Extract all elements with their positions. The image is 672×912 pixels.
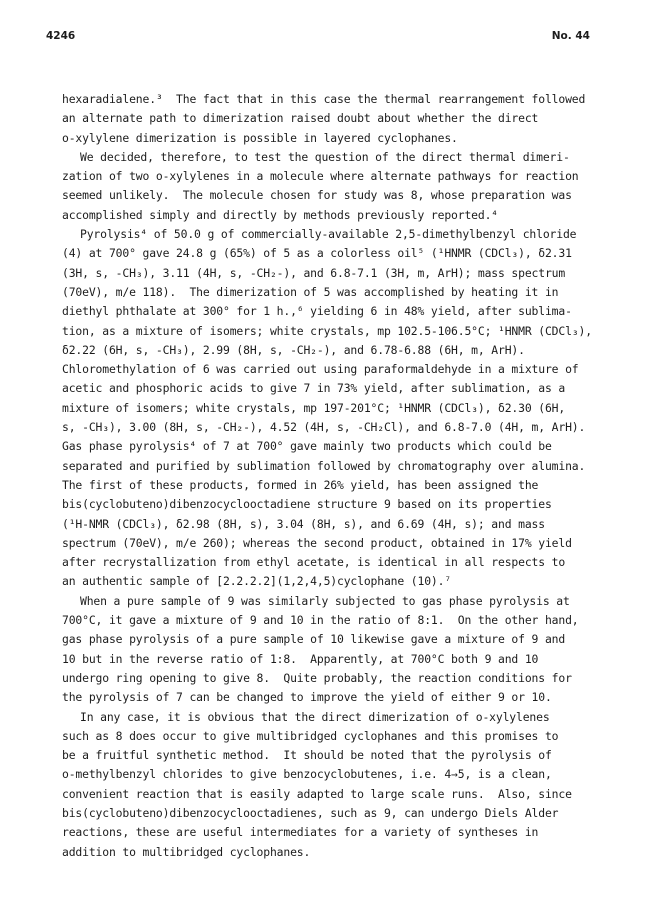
text-line: an alternate path to dimerization raised doubt about whether the direct <box>62 111 539 126</box>
text-line: s, -CH₃), 3.00 (8H, s, -CH₂-), 4.52 (4H, s, -CH₂Cl), and 6.8-7.0 (4H, m, ArH). <box>62 420 586 435</box>
text-line: (3H, s, -CH₃), 3.11 (4H, s, -CH₂-), and 6.8-7.1 (3H, m, ArH); mass spectrum <box>62 265 566 280</box>
paragraph-start-line: When a pure sample of 9 was similarly subjected to gas phase pyrolysis at <box>80 593 570 608</box>
text-line: Gas phase pyrolysis⁴ of 7 at 700° gave mainly two products which could be <box>62 439 552 454</box>
text-line: acetic and phosphoric acids to give 7 in 73% yield, after sublimation, as a <box>62 381 566 396</box>
text-line: separated and purified by sublimation followed by chromatography over alumina. <box>62 458 586 473</box>
text-line: convenient reaction that is easily adapted to large scale runs. Also, since <box>62 786 572 801</box>
text-line: o-methylbenzyl chlorides to give benzocyclobutenes, i.e. 4→5, is a clean, <box>62 767 552 782</box>
text-line: 700°C, it gave a mixture of 9 and 10 in the ratio of 8:1. On the other hand, <box>62 613 579 628</box>
text-line: accomplished simply and directly by methods previously reported.⁴ <box>62 207 499 222</box>
body-text <box>62 90 622 862</box>
text-line: hexaradialene.³ The fact that in this case the thermal rearrangement followed <box>62 92 586 106</box>
text-line: the pyrolysis of 7 can be changed to improve the yield of either 9 or 10. <box>62 690 552 705</box>
text-line: bis(cyclobuteno)dibenzocyclooctadienes, such as 9, can undergo Diels Alder <box>62 805 559 820</box>
text-line: undergo ring opening to give 8. Quite probably, the reaction conditions for <box>62 670 572 685</box>
text-line: mixture of isomers; white crystals, mp 197-201°C; ¹HNMR (CDCl₃), δ2.30 (6H, <box>62 400 566 415</box>
text-line: (4) at 700° gave 24.8 g (65%) of 5 as a colorless oil⁵ (¹HNMR (CDCl₃), δ2.31 <box>62 246 572 261</box>
text-line: zation of two o-xylylenes in a molecule where alternate pathways for reaction <box>62 169 579 184</box>
text-line: The first of these products, formed in 26% yield, has been assigned the <box>62 477 539 492</box>
text-line: gas phase pyrolysis of a pure sample of 10 likewise gave a mixture of 9 and <box>62 632 566 647</box>
issue-number: No. 44 <box>551 30 590 42</box>
text-line: o-xylylene dimerization is possible in layered cyclophanes. <box>62 130 458 145</box>
text-line: Chloromethylation of 6 was carried out using paraformaldehyde in a mixture of <box>62 362 579 377</box>
text-line: (¹H-NMR (CDCl₃), δ2.98 (8H, s), 3.04 (8H, s), and 6.69 (4H, s); and mass <box>62 516 545 531</box>
text-line: addition to multibridged cyclophanes. <box>62 844 311 859</box>
text-line: reactions, these are useful intermediates for a variety of syntheses in <box>62 825 539 840</box>
text-line: seemed unlikely. The molecule chosen for study was 8, whose preparation was <box>62 188 572 203</box>
page-number: 4246 <box>46 30 76 42</box>
text-line: diethyl phthalate at 300° for 1 h.,⁶ yielding 6 in 48% yield, after sublima- <box>62 304 572 319</box>
text-line: after recrystallization from ethyl acetate, is identical in all respects to <box>62 555 566 570</box>
paragraph-start-line: We decided, therefore, to test the question of the direct thermal dimeri- <box>80 149 570 164</box>
paragraph-start-line: Pyrolysis⁴ of 50.0 g of commercially-available 2,5-dimethylbenzyl chloride <box>80 227 577 242</box>
text-line: tion, as a mixture of isomers; white crystals, mp 102.5-106.5°C; ¹HNMR (CDCl₃), <box>62 323 592 338</box>
text-line: such as 8 does occur to give multibridged cyclophanes and this promises to <box>62 728 559 743</box>
text-line: (70eV), m/e 118). The dimerization of 5 was accomplished by heating it in <box>62 284 559 299</box>
text-line: δ2.22 (6H, s, -CH₃), 2.99 (8H, s, -CH₂-), and 6.78-6.88 (6H, m, ArH). <box>62 342 525 357</box>
paragraph-start-line: In any case, it is obvious that the direct dimerization of o-xylylenes <box>80 709 550 724</box>
text-line: an authentic sample of [2.2.2.2](1,2,4,5)cyclophane (10).⁷ <box>62 574 452 589</box>
text-line: bis(cyclobuteno)dibenzocyclooctadiene structure 9 based on its properties <box>62 497 552 512</box>
text-line: spectrum (70eV), m/e 260); whereas the second product, obtained in 17% yield <box>62 535 572 550</box>
text-line: 10 but in the reverse ratio of 1:8. Apparently, at 700°C both 9 and 10 <box>62 651 539 666</box>
text-line: be a fruitful synthetic method. It should be noted that the pyrolysis of <box>62 748 552 763</box>
